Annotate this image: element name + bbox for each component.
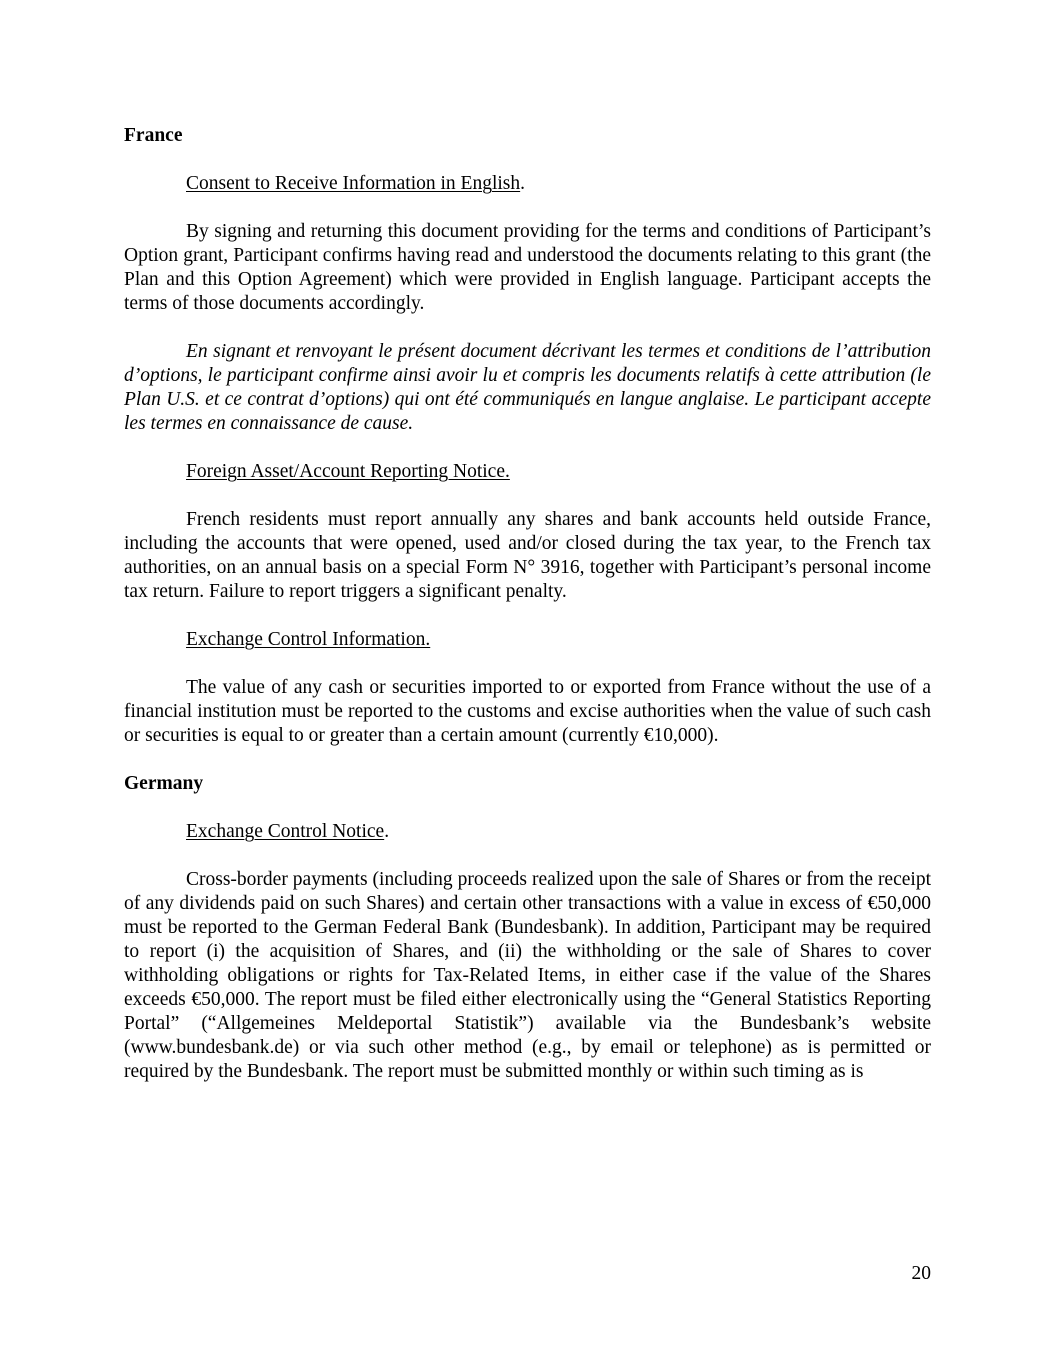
section-heading-france: France xyxy=(124,125,183,146)
paragraph-foreign-asset: French residents must report annually any shares and bank accounts held outside France, including the accounts that were opened, used and/or closed during the tax year, to the French tax authorities, on an annual basis on a special Form N° 3916, together with Participant’s personal income tax return. Failure to report triggers a significant penalty. xyxy=(124,509,931,602)
subheading-consent-text: Consent to Receive Information in English xyxy=(186,173,521,194)
subheading-exchange-control-germany-text: Exchange Control Notice xyxy=(186,821,385,842)
subheading-exchange-control-france-text: Exchange Control Information. xyxy=(186,629,431,650)
subheading-foreign-asset xyxy=(124,460,931,484)
subheading-exchange-control-germany-suffix: . xyxy=(384,821,390,842)
subheading-exchange-control-germany xyxy=(124,820,931,844)
page-number: 20 xyxy=(911,1263,931,1284)
document-page xyxy=(124,124,931,1108)
subheading-consent xyxy=(124,172,931,196)
paragraph-consent-english: By signing and returning this document providing for the terms and conditions of Participant’s Option grant, Participant confirms having read and understood the documents relating to this grant (the Plan and this Option Agreement) which were provided in English language. Participant accepts the terms of those documents accordingly. xyxy=(124,221,931,314)
paragraph-consent-french: En signant et renvoyant le présent document décrivant les termes et conditions de l’attribution d’options, le participant confirme ainsi avoir lu et compris les documents relatifs à cette attribution (le Plan U.S. et ce contrat d’options) qui ont été communiqués en langue anglaise. Le participant accepte les termes en connaissance de cause. xyxy=(124,341,931,434)
subheading-foreign-asset-text: Foreign Asset/Account Reporting Notice. xyxy=(186,461,510,482)
subheading-exchange-control-france xyxy=(124,628,931,652)
subheading-consent-suffix: . xyxy=(520,173,526,194)
section-heading-germany: Germany xyxy=(124,773,204,794)
paragraph-exchange-control-germany: Cross-border payments (including proceeds realized upon the sale of Shares or from the receipt of any dividends paid on such Shares) and certain other transactions with a value in excess of €50,000 must be reported to the German Federal Bank (Bundesbank). In addition, Participant may be required to report (i) the acquisition of Shares, and (ii) the withholding or the sale of Shares to cover withholding obligations or rights for Tax-Related Items, in either case if the value of the Shares exceeds €50,000. The report must be filed either electronically using the “General Statistics Reporting Portal” (“Allgemeines Meldeportal Statistik”) available via the Bundesbank’s website (www.bundesbank.de) or via such other method (e.g., by email or telephone) as is permitted or required by the Bundesbank. The report must be submitted monthly or within such timing as is xyxy=(124,869,931,1082)
paragraph-exchange-control-france: The value of any cash or securities imported to or exported from France without the use of a financial institution must be reported to the customs and excise authorities when the value of such cash or securities is equal to or greater than a certain amount (currently €10,000). xyxy=(124,677,931,746)
